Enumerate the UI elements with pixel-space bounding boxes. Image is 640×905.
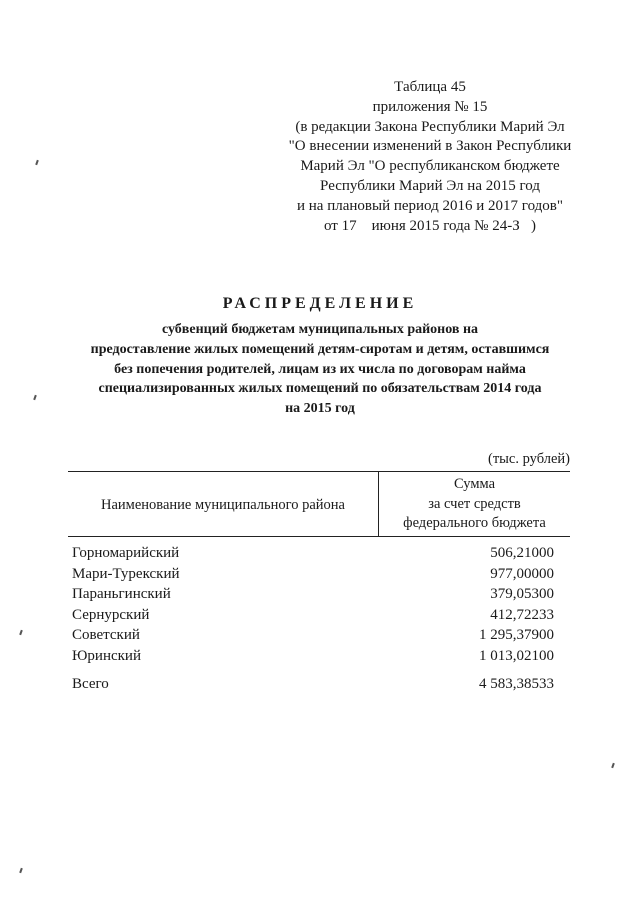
scan-mark [19, 868, 23, 873]
district-amount: 1 295,37900 [479, 627, 554, 643]
law-reference-line: Марий Эл "О республиканском бюджете [300, 158, 560, 175]
column-header-name: Наименование муниципального района [101, 497, 345, 513]
table-row [72, 543, 554, 564]
document-title: РАСПРЕДЕЛЕНИЕ [222, 295, 418, 312]
document-header [270, 78, 590, 236]
column-header-sum-line: федерального бюджета [403, 515, 546, 531]
document-subtitle [40, 320, 600, 419]
units-label: (тыс. рублей) [488, 451, 570, 467]
table-row [72, 646, 554, 667]
table-row [72, 564, 554, 585]
column-header-sum [379, 475, 570, 534]
table-row [72, 625, 554, 646]
subtitle-line: предоставление жилых помещений детям-сиротам и детям, оставшимся [90, 341, 550, 357]
law-reference-line: "О внесении изменений в Закон Республики [288, 138, 572, 155]
subtitle-line: субвенций бюджетам муниципальных районов на [161, 322, 479, 337]
subtitle-line: на 2015 год [285, 401, 355, 417]
column-header-sum-line: Сумма [453, 476, 496, 492]
scan-mark [611, 763, 615, 768]
scan-mark [35, 160, 39, 165]
district-name: Юринский [72, 647, 141, 664]
scan-mark [33, 395, 37, 400]
district-amount: 506,21000 [490, 545, 554, 561]
district-name: Советский [72, 627, 140, 643]
table-header [68, 471, 570, 537]
table-row [72, 584, 554, 605]
district-name: Мари-Турекский [72, 565, 180, 582]
district-amount: 379,05300 [490, 586, 554, 602]
district-name: Горномарийский [72, 545, 180, 561]
subtitle-line: без попечения родителей, лицам из их числа по договорам найма [114, 361, 526, 377]
district-amount: 977,00000 [490, 565, 554, 582]
law-reference-line: и на плановый период 2016 и 2017 годов" [297, 197, 563, 214]
district-name: Сернурский [72, 606, 150, 623]
subtitle-line: специализированных жилых помещений по обязательствам 2014 года [98, 381, 542, 397]
scan-mark [19, 630, 23, 635]
column-header-sum-line: за счет средств [428, 495, 521, 512]
district-amount: 412,72233 [490, 606, 554, 623]
total-label: Всего [72, 676, 109, 692]
law-reference-line: (в редакции Закона Республики Марий Эл [295, 118, 565, 135]
total-amount: 4 583,38533 [479, 676, 554, 692]
district-amount: 1 013,02100 [479, 647, 554, 664]
district-name: Параньгинский [72, 586, 171, 602]
table-body [72, 543, 554, 666]
table-number: Таблица 45 [394, 79, 466, 95]
table-row [72, 605, 554, 626]
law-date-line: от 17 июня 2015 года № 24-З ) [324, 217, 536, 234]
appendix-number: приложения № 15 [372, 98, 488, 115]
law-reference-line: Республики Марий Эл на 2015 год [320, 177, 540, 194]
total-row [72, 676, 554, 693]
